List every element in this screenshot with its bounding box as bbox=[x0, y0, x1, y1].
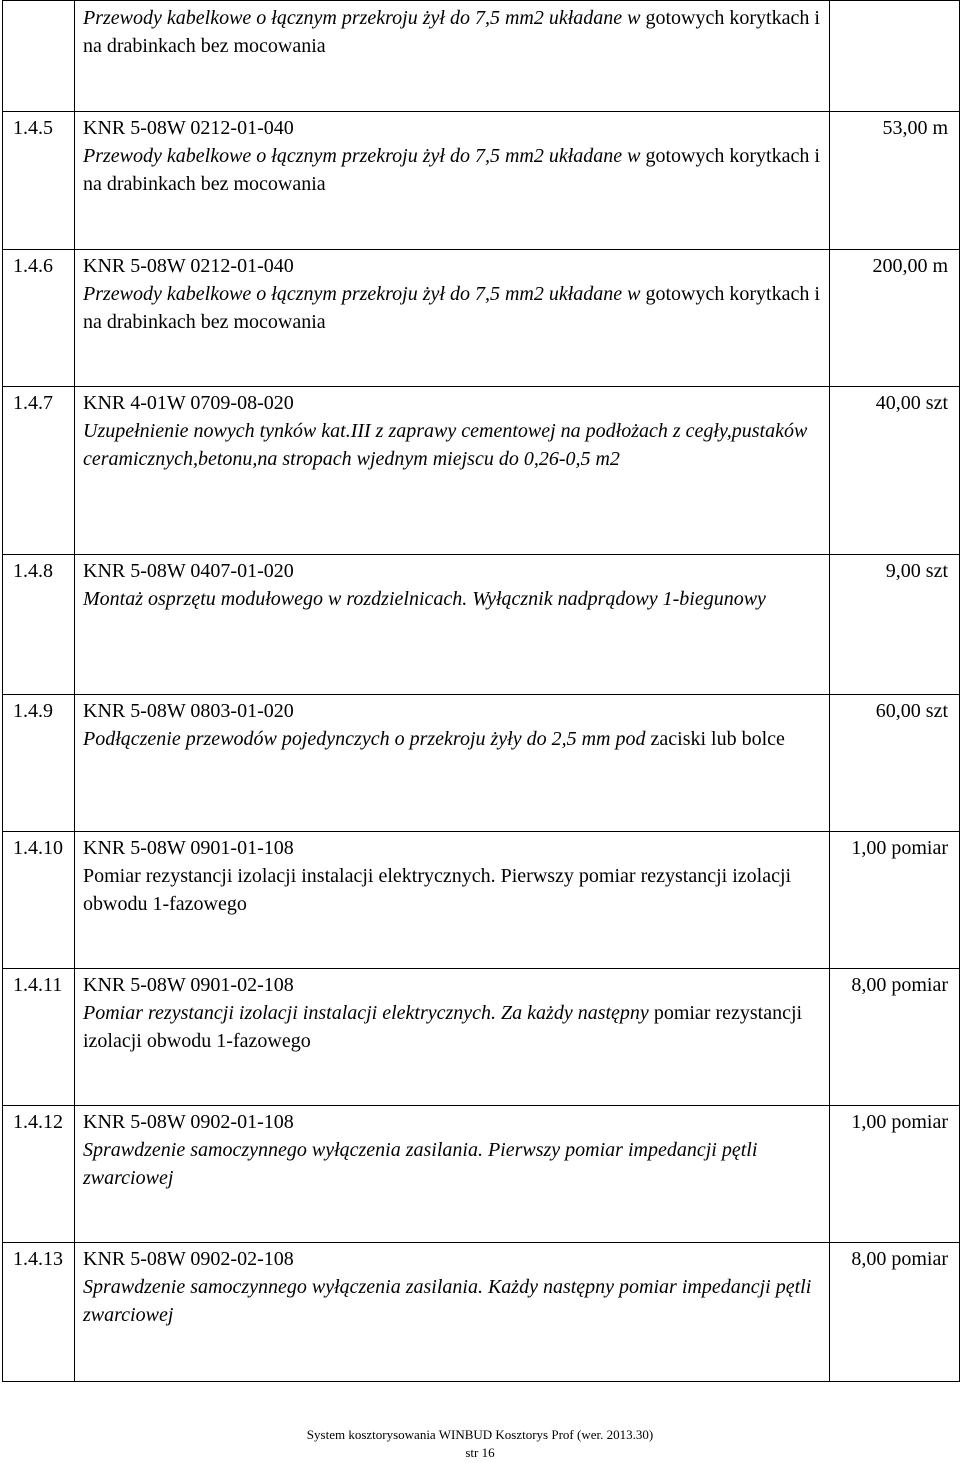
item-number: 1.4.5 bbox=[13, 117, 53, 139]
item-description: gotowych korytkach i na drabinkach bez mocowania bbox=[83, 283, 820, 333]
table-row bbox=[3, 832, 960, 969]
item-number-cell bbox=[3, 1106, 75, 1243]
item-number-cell bbox=[3, 250, 75, 387]
item-quantity bbox=[830, 1, 959, 3]
item-description: Pomiar rezystancji izolacji instalacji elektrycznych. Pierwszy pomiar rezystancji izolacji obwodu 1-fazowego bbox=[83, 865, 792, 915]
cost-estimate-table bbox=[2, 0, 960, 1382]
item-number: 1.4.10 bbox=[13, 837, 63, 859]
item-quantity: 1,00 pomiar bbox=[851, 1111, 948, 1133]
item-description-cell bbox=[75, 1106, 830, 1243]
item-quantity: 60,00 szt bbox=[875, 700, 948, 722]
item-quantity-cell bbox=[830, 832, 960, 969]
table-row bbox=[3, 969, 960, 1106]
item-number-cell bbox=[3, 832, 75, 969]
table-row bbox=[3, 1106, 960, 1243]
table-row bbox=[3, 695, 960, 832]
item-quantity-cell bbox=[830, 250, 960, 387]
item-description-italic: Podłączenie przewodów pojedynczych o przekroju żyły do 2,5 mm pod bbox=[83, 728, 651, 750]
item-description: gotowych korytkach i na drabinkach bez mocowania bbox=[83, 145, 820, 195]
item-description-italic: Przewody kabelkowe o łącznym przekroju żył do 7,5 mm2 układane w bbox=[83, 283, 646, 305]
item-quantity: 9,00 szt bbox=[885, 560, 948, 582]
item-number: 1.4.9 bbox=[13, 700, 53, 722]
item-code: KNR 5-08W 0212-01-040 bbox=[83, 255, 294, 277]
item-quantity-cell bbox=[830, 1243, 960, 1382]
item-number: 1.4.13 bbox=[13, 1248, 63, 1270]
table-row bbox=[3, 387, 960, 555]
item-code: KNR 5-08W 0212-01-040 bbox=[83, 117, 294, 139]
item-description: zaciski lub bolce bbox=[650, 728, 785, 750]
item-quantity-cell bbox=[830, 1106, 960, 1243]
item-description-italic: Montaż osprzętu modułowego w rozdzielnicach. Wyłącznik nadprądowy 1-biegunowy bbox=[83, 588, 766, 610]
item-description-italic: Sprawdzenie samoczynnego wyłączenia zasilania. Pierwszy pomiar impedancji pętli zwarciowej bbox=[83, 1139, 758, 1189]
table-row bbox=[3, 1, 960, 112]
item-quantity: 40,00 szt bbox=[875, 392, 948, 414]
item-number-cell bbox=[3, 1, 75, 112]
item-number-cell bbox=[3, 969, 75, 1106]
item-quantity-cell bbox=[830, 1, 960, 112]
item-description-cell bbox=[75, 695, 830, 832]
item-code: KNR 5-08W 0407-01-020 bbox=[83, 560, 294, 582]
item-description-cell bbox=[75, 250, 830, 387]
item-number: 1.4.6 bbox=[13, 255, 53, 277]
item-number: 1.4.11 bbox=[13, 974, 63, 996]
table-row bbox=[3, 1243, 960, 1382]
item-number: 1.4.7 bbox=[13, 392, 53, 414]
item-number-cell bbox=[3, 695, 75, 832]
item-code: KNR 5-08W 0901-02-108 bbox=[83, 974, 294, 996]
table-row bbox=[3, 555, 960, 695]
footer-software-info: System kosztorysowania WINBUD Kosztorys Prof (wer. 2013.30) bbox=[306, 1427, 654, 1442]
item-description-cell bbox=[75, 969, 830, 1106]
item-quantity-cell bbox=[830, 969, 960, 1106]
item-quantity: 8,00 pomiar bbox=[851, 1248, 948, 1270]
item-description-cell bbox=[75, 832, 830, 969]
item-description: gotowych korytkach i na drabinkach bez mocowania bbox=[83, 7, 820, 57]
item-description-italic: Pomiar rezystancji izolacji instalacji elektrycznych. Za każdy następny bbox=[83, 1002, 654, 1024]
item-code: KNR 5-08W 0902-02-108 bbox=[83, 1248, 294, 1270]
item-number-cell bbox=[3, 555, 75, 695]
item-code: KNR 4-01W 0709-08-020 bbox=[83, 392, 294, 414]
item-number: 1.4.8 bbox=[13, 560, 53, 582]
item-quantity-cell bbox=[830, 387, 960, 555]
item-description-cell bbox=[75, 1, 830, 112]
item-description-italic: Sprawdzenie samoczynnego wyłączenia zasilania. Każdy następny pomiar impedancji pętli zwarciowej bbox=[83, 1276, 812, 1326]
item-code: KNR 5-08W 0902-01-108 bbox=[83, 1111, 294, 1133]
item-description-italic: Uzupełnienie nowych tynków kat.III z zaprawy cementowej na podłożach z cegły,pustaków ceramicznych,betonu,na stropach wjednym miejscu do 0,26-0,5 m2 bbox=[83, 420, 808, 470]
item-code: KNR 5-08W 0803-01-020 bbox=[83, 700, 294, 722]
item-description-cell bbox=[75, 387, 830, 555]
item-quantity: 200,00 m bbox=[872, 255, 948, 277]
item-code: KNR 5-08W 0901-01-108 bbox=[83, 837, 294, 859]
page-footer bbox=[0, 1426, 960, 1462]
item-number-cell bbox=[3, 387, 75, 555]
item-quantity-cell bbox=[830, 555, 960, 695]
item-quantity: 8,00 pomiar bbox=[851, 974, 948, 996]
item-quantity-cell bbox=[830, 695, 960, 832]
item-number-cell bbox=[3, 112, 75, 250]
item-description-italic: Przewody kabelkowe o łącznym przekroju żył do 7,5 mm2 układane w bbox=[83, 7, 646, 29]
item-quantity: 53,00 m bbox=[882, 117, 948, 139]
item-number bbox=[3, 1, 74, 3]
item-description-cell bbox=[75, 112, 830, 250]
item-description-italic: Przewody kabelkowe o łącznym przekroju żył do 7,5 mm2 układane w bbox=[83, 145, 646, 167]
table-row bbox=[3, 112, 960, 250]
page-number: str 16 bbox=[465, 1445, 495, 1460]
item-quantity: 1,00 pomiar bbox=[851, 837, 948, 859]
item-description-cell bbox=[75, 1243, 830, 1382]
item-description: pomiar rezystancji izolacji obwodu 1-fazowego bbox=[83, 1002, 803, 1052]
table-row bbox=[3, 250, 960, 387]
item-description-cell bbox=[75, 555, 830, 695]
item-quantity-cell bbox=[830, 112, 960, 250]
item-number-cell bbox=[3, 1243, 75, 1382]
item-number: 1.4.12 bbox=[13, 1111, 63, 1133]
